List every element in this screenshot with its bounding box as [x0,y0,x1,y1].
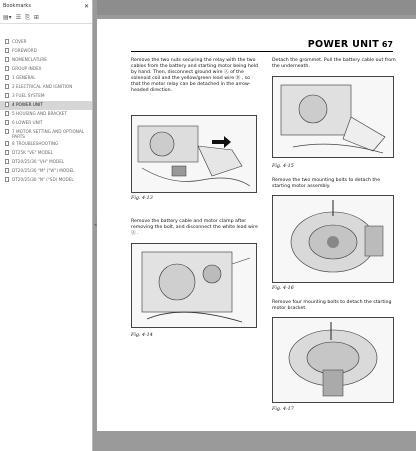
page-title: POWER UNIT [307,39,379,50]
bookmark-label: DT20/25/30 "VH" MODEL [12,159,65,164]
bookmark-label: 5 HOUSING AND BRACKET [12,111,67,116]
bookmark-icon [5,93,9,98]
paragraph: Remove the two mounting bolts to detach the starting motor assembly. [272,178,381,189]
bookmark-label: 8 TROUBLESHOOTING [12,141,59,146]
bookmark-label: DT20/25/30 "N" ("SD) MODEL [12,177,74,182]
bookmarks-header [0,0,92,12]
bookmark-item[interactable] [0,110,92,119]
bookmarks-toolbar [0,12,92,24]
bookmark-label: 2 ELECTRICAL AND IGNITION [12,84,73,89]
bookmark-list-icon[interactable]: ☰ [15,14,22,21]
page-number: 67 [381,40,393,49]
figure-caption: Fig. 4-15 [272,164,294,169]
previous-page-edge [97,0,416,15]
bookmark-item[interactable] [0,176,92,185]
bookmark-icon [5,39,9,44]
close-icon[interactable]: ✕ [83,2,89,10]
bookmark-label: 3 FUEL SYSTEM [12,93,45,98]
bookmark-item[interactable] [0,158,92,167]
bookmark-label: 7 MOTOR SETTING AND OPTIONAL PARTS [12,129,85,139]
figure-caption: Fig. 4-16 [272,286,294,291]
paragraph: Remove the battery cable and motor clamp after removing the bolt, and disconnect the white lead wire Ⓐ . [131,219,258,236]
paragraph: Remove the two nuts securing the relay with the two cables from the battery and starting motor being held by hand. Then, disconnect ground wire Ⓐ of the solenoid coil and the yellow/green lead wire Ⓑ , so that the motor relay can be detached in the arrow-headed direction. [131,58,258,93]
bookmark-icon [5,48,9,53]
bookmark-item[interactable] [0,74,92,83]
bookmark-icon [5,177,9,182]
bookmark-item[interactable] [0,47,92,56]
page-header [131,38,393,52]
options-icon[interactable]: ▤▾ [3,14,12,21]
bookmarks-title: Bookmarks [3,3,31,9]
bookmark-item[interactable] [0,38,92,47]
bookmark-icon [5,66,9,71]
page-gap [97,433,416,451]
paragraph: Remove four mounting bolts to detach the starting motor bracket. [272,300,392,311]
figure-illustration [273,77,395,159]
document-page [97,19,416,431]
bookmark-icon [5,75,9,80]
bookmark-item[interactable] [0,83,92,92]
bookmarks-panel [0,0,93,451]
figure-4-13 [131,115,257,193]
bookmark-icon [5,159,9,164]
bookmark-label: 4 POWER UNIT [12,102,43,107]
bookmark-icon [5,57,9,62]
figure-illustration [132,244,258,329]
bookmark-icon [5,141,9,146]
bookmark-item[interactable] [0,101,92,110]
bookmark-label: FOREWORD [12,48,37,53]
bookmark-item[interactable] [0,65,92,74]
bookmark-label: DT25K "VE" MODEL [12,150,53,155]
bookmark-icon [5,120,9,125]
paragraph: Detach the grommet. Pull the battery cable out from the underneath. [272,58,396,69]
bookmark-icon [5,84,9,89]
bookmark-icon [5,150,9,155]
figure-4-17 [272,317,394,403]
bookmark-icon [5,129,9,134]
figure-caption: Fig. 4-17 [272,407,294,412]
panel-resize-handle[interactable]: ◂ [94,222,97,228]
bookmark-label: DT20/25/30 "M" ("W") MODEL [12,168,75,173]
figure-illustration [273,318,395,404]
figure-illustration [132,116,258,194]
bookmark-label: 1 GENERAL [12,75,36,80]
bookmark-icon [5,168,9,173]
bookmark-item[interactable] [0,92,92,101]
bookmark-item[interactable] [0,119,92,128]
bookmark-item[interactable] [0,149,92,158]
figure-4-15 [272,76,394,158]
bookmark-item[interactable] [0,140,92,149]
document-viewer[interactable] [97,0,416,451]
bookmark-icon [5,111,9,116]
bookmark-tree-icon[interactable]: ⊞ [33,14,39,21]
bookmark-label: 6 LOWER UNIT [12,120,43,125]
bookmark-label: GROUP INDEX [12,66,42,71]
figure-illustration [273,196,395,284]
figure-4-16 [272,195,394,283]
bookmark-list [0,24,92,185]
bookmark-icon [5,102,9,107]
figure-caption: Fig. 4-13 [131,196,153,201]
bookmark-item[interactable] [0,56,92,65]
bookmark-label: NOMENCLATURE [12,57,47,62]
bookmark-item[interactable] [0,128,92,140]
figure-caption: Fig. 4-14 [131,333,153,338]
bookmark-item[interactable] [0,167,92,176]
figure-4-14 [131,243,257,328]
bookmark-add-icon[interactable]: ⎘ [25,13,30,21]
bookmark-label: COVER [12,39,27,44]
